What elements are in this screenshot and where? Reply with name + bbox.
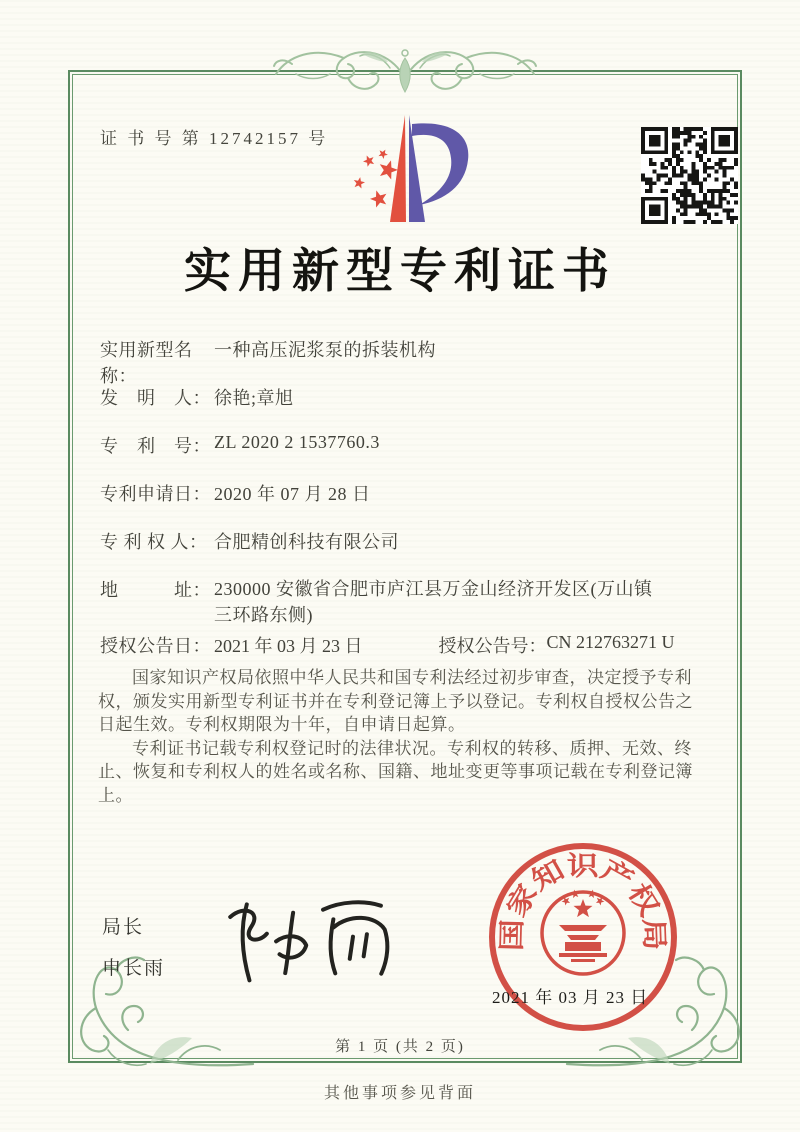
cnipa-logo-icon [333,110,473,228]
field-label: 专 利 号： [100,436,211,456]
grant-date-value: 2021 年 03 月 23 日 [214,636,363,656]
national-emblem [542,890,624,974]
seal-date: 2021 年 03 月 23 日 [492,988,649,1007]
field-value: 一种高压泥浆泵的拆装机构 [214,340,436,360]
paragraph-2: 专利证书记载专利权登记时的法律状况。专利权的转移、质押、无效、终止、恢复和专利权人的姓名或名称、国籍、地址变更等事项记载在专利登记簿上。 [98,738,693,805]
field-row-name [100,336,436,388]
logo-stars [354,150,398,208]
director-title: 局长 [102,917,145,938]
field-label: 专 利 权 人： [100,532,208,552]
qr-code [641,127,738,224]
field-label: 发 明 人： [100,388,211,408]
director-name: 申长雨 [102,958,166,979]
paragraph-1: 国家知识产权局依照中华人民共和国专利法经过初步审查，决定授予专利权，颁发实用新型专利证书并在专利登记簿上予以登记。专利权自授权公告之日起生效。专利权期限为十年，自申请日起算。 [98,668,693,734]
page-number: 第 1 页 (共 2 页) [335,1039,465,1055]
grant-number-value: CN 212763271 U [546,632,675,652]
top-ornament [270,34,540,98]
certificate-number: 证 书 号 第 12742157 号 [100,129,329,148]
field-value: 徐艳;章旭 [214,388,294,408]
field-row-inventor [100,384,294,410]
grant-date-label: 授权公告日： [100,636,211,656]
signature-image [216,879,415,998]
seal-text: 国家知识产权局 [496,850,670,952]
back-note: 其他事项参见背面 [323,1085,476,1102]
director-block [102,912,165,994]
field-row-address [100,576,666,628]
field-label: 专利申请日： [100,484,211,504]
field-row-grant [100,632,720,658]
certificate-title: 实用新型专利证书 [184,246,616,298]
field-row-patentee [100,528,399,554]
field-value: 230000 安徽省合肥市庐江县万金山经济开发区(万山镇三环路东侧) [214,579,653,625]
field-label: 实用新型名称： [100,340,193,386]
grant-number-label: 授权公告号： [438,636,547,656]
field-row-patent-number [100,432,380,458]
field-value: 合肥精创科技有限公司 [214,532,399,552]
field-row-filing-date [100,480,371,506]
field-value: 2020 年 07 月 28 日 [214,484,371,504]
legal-text [98,666,708,807]
field-label: 地 址： [100,580,211,600]
field-value: ZL 2020 2 1537760.3 [214,432,380,452]
